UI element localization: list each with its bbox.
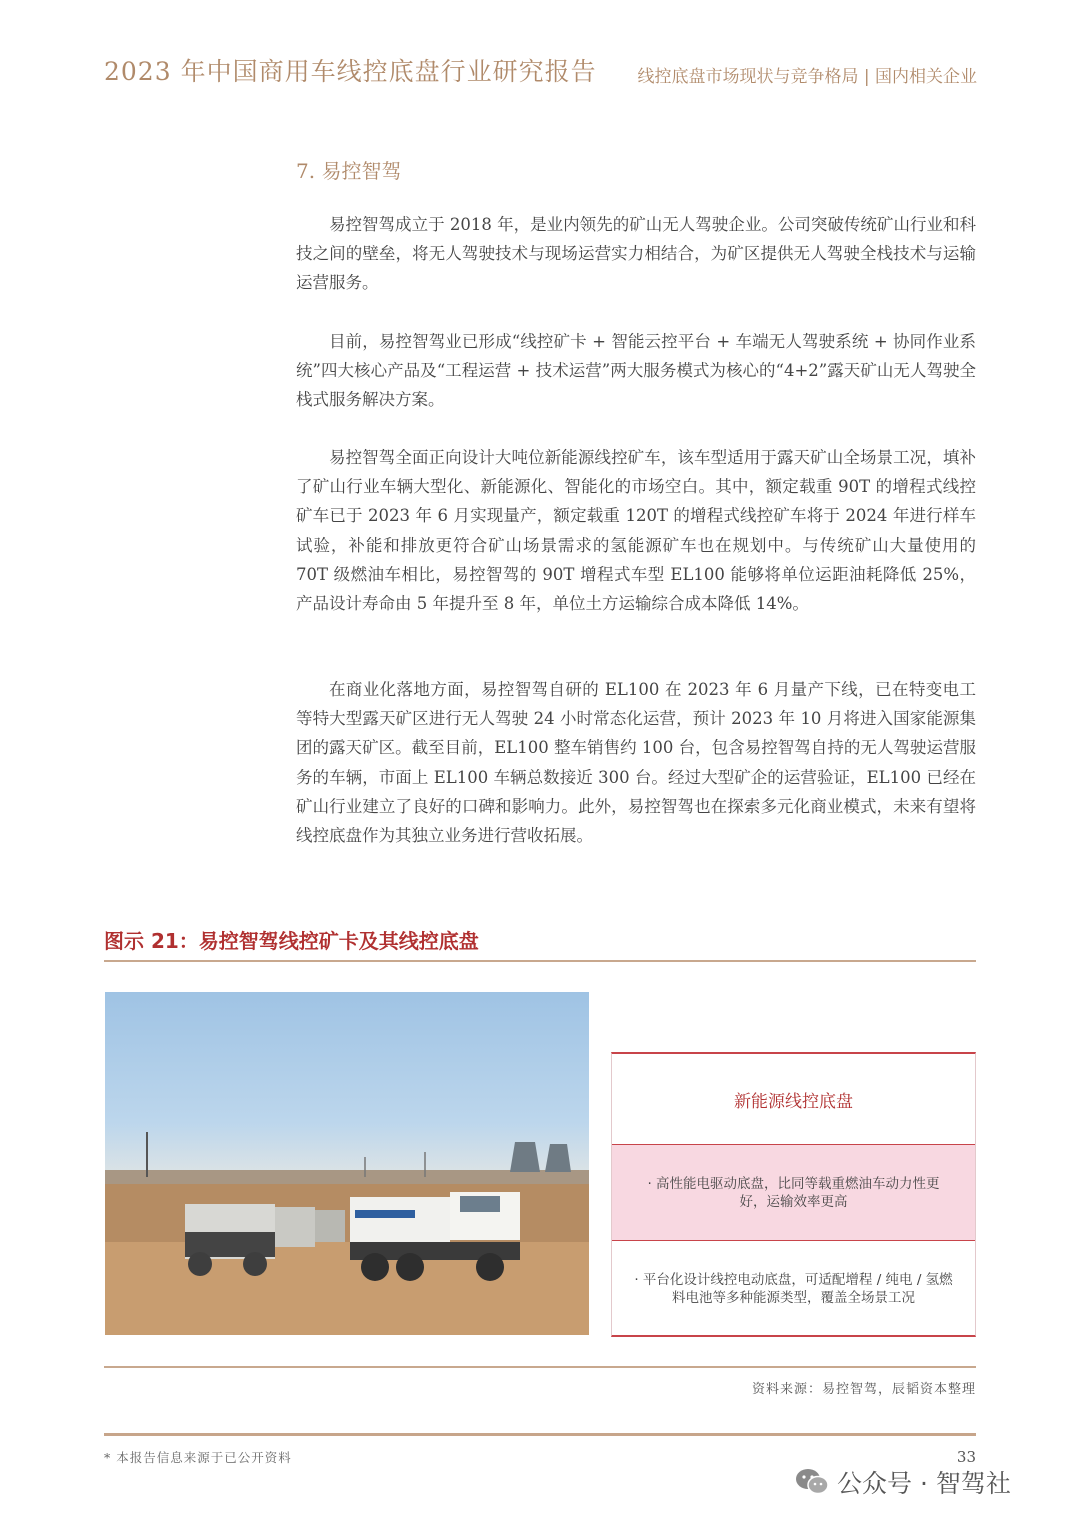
panel-item-platform: · 平台化设计线控电动底盘，可适配增程 / 纯电 / 氢燃料电池等多种能源类型，覆盖全场景工况 (634, 1272, 953, 1306)
footnote: * 本报告信息来源于已公开资料 (104, 1450, 292, 1465)
figure-source: 资料来源：易控智驾，辰韬资本整理 (751, 1382, 976, 1397)
paragraph-3: 易控智驾全面正向设计大吨位新能源线控矿车，该车型适用于露天矿山全场景工况，填补了矿山行业车辆大型化、新能源化、智能化的市场空白。其中，额定载重 90T 的增程式线控矿车已于 2023 年 6 月实现量产，额定载重 120T 的增程式线控矿车将于 2024 年进行样车试验，补能和排放更符合矿山场景需求的氢能源矿车也在规划中。与传统矿山大量使用的 70T 级燃油车相比，易控智驾的 90T 增程式车型 EL100 能够将单位运距油耗降低 25%，产品设计寿命由 5 年提升至 8 年，单位土方运输综合成本降低 14%。 (296, 448, 976, 614)
figure-bottom-rule (104, 1366, 976, 1368)
section-breadcrumb: 线控底盘市场现状与竞争格局 | 国内相关企业 (637, 67, 977, 87)
wechat-watermark (795, 1464, 1011, 1500)
panel-title: 新能源线控底盘 (612, 1054, 975, 1145)
footer-rule (104, 1433, 976, 1436)
figure-title: 图示 21：易控智驾线控矿卡及其线控底盘 (104, 929, 479, 953)
paragraph-1: 易控智驾成立于 2018 年，是业内领先的矿山无人驾驶企业。公司突破传统矿山行业和科技之间的壁垒，将无人驾驶技术与现场运营实力相结合，为矿区提供无人驾驶全栈技术与运输运营服务。 (296, 215, 976, 293)
mining-truck-illustration (105, 992, 589, 1335)
chassis-feature-panel (611, 1052, 976, 1337)
panel-item-power: · 高性能电驱动底盘，比同等载重燃油车动力性更好，运输效率更高 (612, 1145, 975, 1241)
wechat-label: 公众号 · 智驾社 (837, 1469, 1011, 1498)
page-number: 33 (956, 1448, 976, 1466)
figure-top-rule (104, 960, 976, 962)
paragraph-4: 在商业化落地方面，易控智驾自研的 EL100 在 2023 年 6 月量产下线，已在特变电工等特大型露天矿区进行无人驾驶 24 小时常态化运营，预计 2023 年 10 月将进入国家能源集团的露天矿区。截至目前，EL100 整车销售约 100 台，包含易控智驾自持的无人驾驶运营服务的车辆，市面上 EL100 车辆总数接近 300 台。经过大型矿企的运营验证，EL100 已经在矿山行业建立了良好的口碑和影响力。此外，易控智驾也在探索多元化商业模式，未来有望将线控底盘作为其独立业务进行营收拓展。 (296, 680, 976, 846)
wechat-icon (795, 1467, 829, 1497)
section-heading: 7. 易控智驾 (296, 159, 402, 183)
mining-truck-photo (105, 992, 589, 1335)
paragraph-2: 目前，易控智驾业已形成“线控矿卡 + 智能云控平台 + 车端无人驾驶系统 + 协同作业系统”四大核心产品及“工程运营 + 技术运营”两大服务模式为核心的“4+2”露天矿山无人驾驶全栈式服务解决方案。 (296, 332, 976, 410)
report-title: 2023 年中国商用车线控底盘行业研究报告 (104, 57, 597, 86)
